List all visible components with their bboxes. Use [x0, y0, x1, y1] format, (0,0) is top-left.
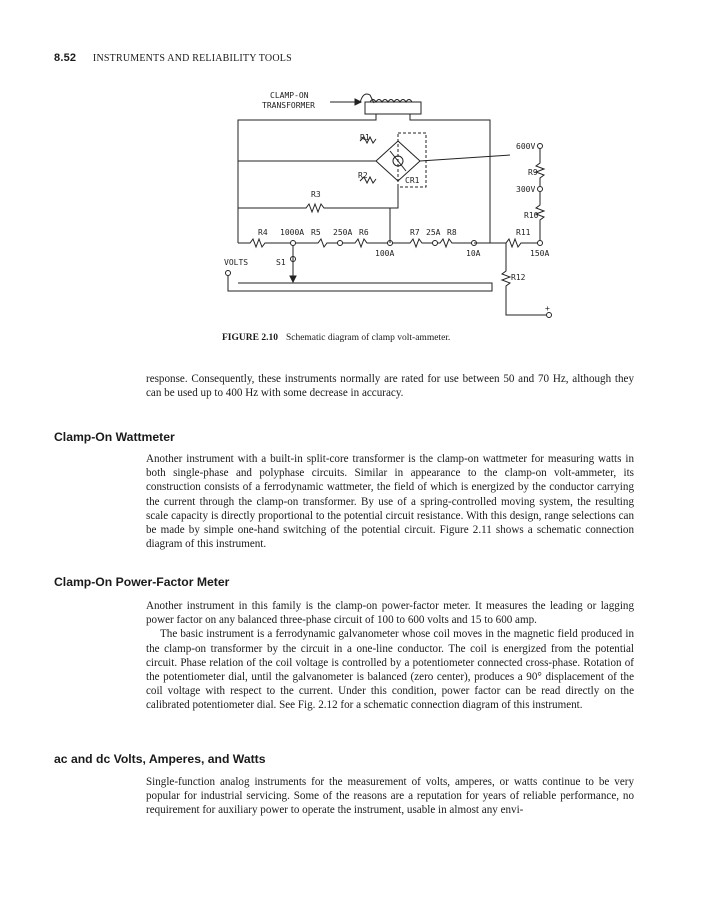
transformer-core	[365, 102, 421, 114]
figure-clamp-volt-ammeter	[210, 83, 570, 328]
label-r4: R4	[258, 228, 268, 237]
label-r11: R11	[516, 228, 531, 237]
label-r5: R5	[311, 228, 321, 237]
paragraph: The basic instrument is a ferrodynamic galvanometer whose coil moves in the magnetic field produced in the clamp-on transformer by the circuit in a one-line conductor. The coil is energized from the potential circuit. Phase relation of the coil voltage is controlled by a potentiometer connected cross-phase. Rotation of the potentiometer dial, until the galvanometer is balanced (zero center), produces a 90° displacement of the coil voltage with respect to the current. Under this condition, power factor can be read directly on the calibrated potentiometer dial. See Fig. 2.12 for a schematic connection diagram of this instrument.	[146, 628, 634, 712]
shunt-chain	[238, 239, 474, 247]
tap-300v	[538, 187, 543, 192]
caption-text: Schematic diagram of clamp volt-ammeter.	[285, 333, 451, 343]
label-25a: 25A	[426, 228, 441, 237]
label-r6: R6	[359, 228, 369, 237]
running-header	[54, 52, 292, 64]
label-r8: R8	[447, 228, 457, 237]
section-body	[146, 452, 634, 551]
running-title: INSTRUMENTS AND RELIABILITY TOOLS	[92, 53, 292, 64]
schematic-diagram	[210, 83, 570, 328]
label-cr1: CR1	[405, 176, 420, 185]
wire-left	[238, 114, 376, 243]
paragraph: response. Consequently, these instruments normally are rated for use between 50 and 70 Hz, although they can be used up to 400 Hz with some decrease in accuracy.	[146, 373, 634, 400]
label-r12: R12	[511, 273, 526, 282]
label-r1: R1	[360, 133, 370, 142]
terminal-volts	[226, 271, 231, 276]
tap-250a	[338, 241, 343, 246]
label-clamp-line1: CLAMP-ON	[270, 91, 309, 100]
label-150a: 150A	[530, 249, 550, 258]
page-number: 8.52	[54, 52, 77, 64]
caption-label: FIGURE 2.10	[222, 333, 278, 343]
intro-paragraph	[146, 372, 634, 400]
paragraph: Another instrument with a built-in split-core transformer is the clamp-on wattmeter for measuring watts in both single-phase and polyphase circuits. Similar in appearance to the clamp-on volt-ammeter, its construction consists of a ferrodynamic wattmeter, the field of which is energized by the conductor carrying the current through the clamp-on transformer. By use of a spring-controlled moving system, the resulting scale capacity is directly proportional to the potential circuit resistance. With this design, range selections can be made by simple one-hand switching of the potential circuit. Figure 2.11 shows a schematic connection diagram of this instrument.	[146, 453, 634, 551]
wire-volts	[228, 276, 492, 291]
label-r9: R9	[528, 168, 538, 177]
label-r10: R10	[524, 211, 539, 220]
section-heading: Clamp-On Power-Factor Meter	[54, 575, 230, 589]
section-body	[146, 599, 634, 713]
section-heading: Clamp-On Wattmeter	[54, 430, 175, 444]
label-s1: S1	[276, 258, 286, 267]
paragraph: Another instrument in this family is the clamp-on power-factor meter. It measures the leading or lagging power factor on any balanced three-phase circuit of 100 to 600 volts and 15 to 600 amp.	[146, 600, 634, 627]
paragraph: Single-function analog instruments for the measurement of volts, amperes, or watts continue to be very popular for industrial servicing. Some of the reasons are a reputation for years of reliable performance, no requirement for auxiliary power to operate the instrument, usable in almost any envi-	[146, 776, 634, 817]
tap-1000a	[291, 241, 296, 246]
tap-150a	[538, 241, 543, 246]
label-plus: +	[545, 304, 550, 313]
arrow-icon	[290, 276, 296, 282]
section-heading: ac and dc Volts, Amperes, and Watts	[54, 752, 266, 766]
label-10a: 10A	[466, 249, 481, 258]
terminal-plus	[547, 313, 552, 318]
tap-600v	[538, 144, 543, 149]
arrow-icon	[355, 99, 361, 105]
wire-right	[410, 114, 490, 243]
label-100a: 100A	[375, 249, 395, 258]
label-volts: VOLTS	[224, 258, 249, 267]
label-1000a: 1000A	[280, 228, 305, 237]
label-clamp-line2: TRANSFORMER	[262, 101, 315, 110]
label-r7: R7	[410, 228, 420, 237]
section-body	[146, 775, 634, 818]
label-300v: 300V	[516, 185, 536, 194]
label-r2: R2	[358, 171, 368, 180]
label-r3: R3	[311, 190, 321, 199]
figure-caption	[222, 333, 450, 343]
resistor-r11	[474, 239, 540, 247]
label-250a: 250A	[333, 228, 353, 237]
label-600v: 600V	[516, 142, 536, 151]
tap-25a	[433, 241, 438, 246]
wire-bridge-right	[420, 155, 510, 161]
